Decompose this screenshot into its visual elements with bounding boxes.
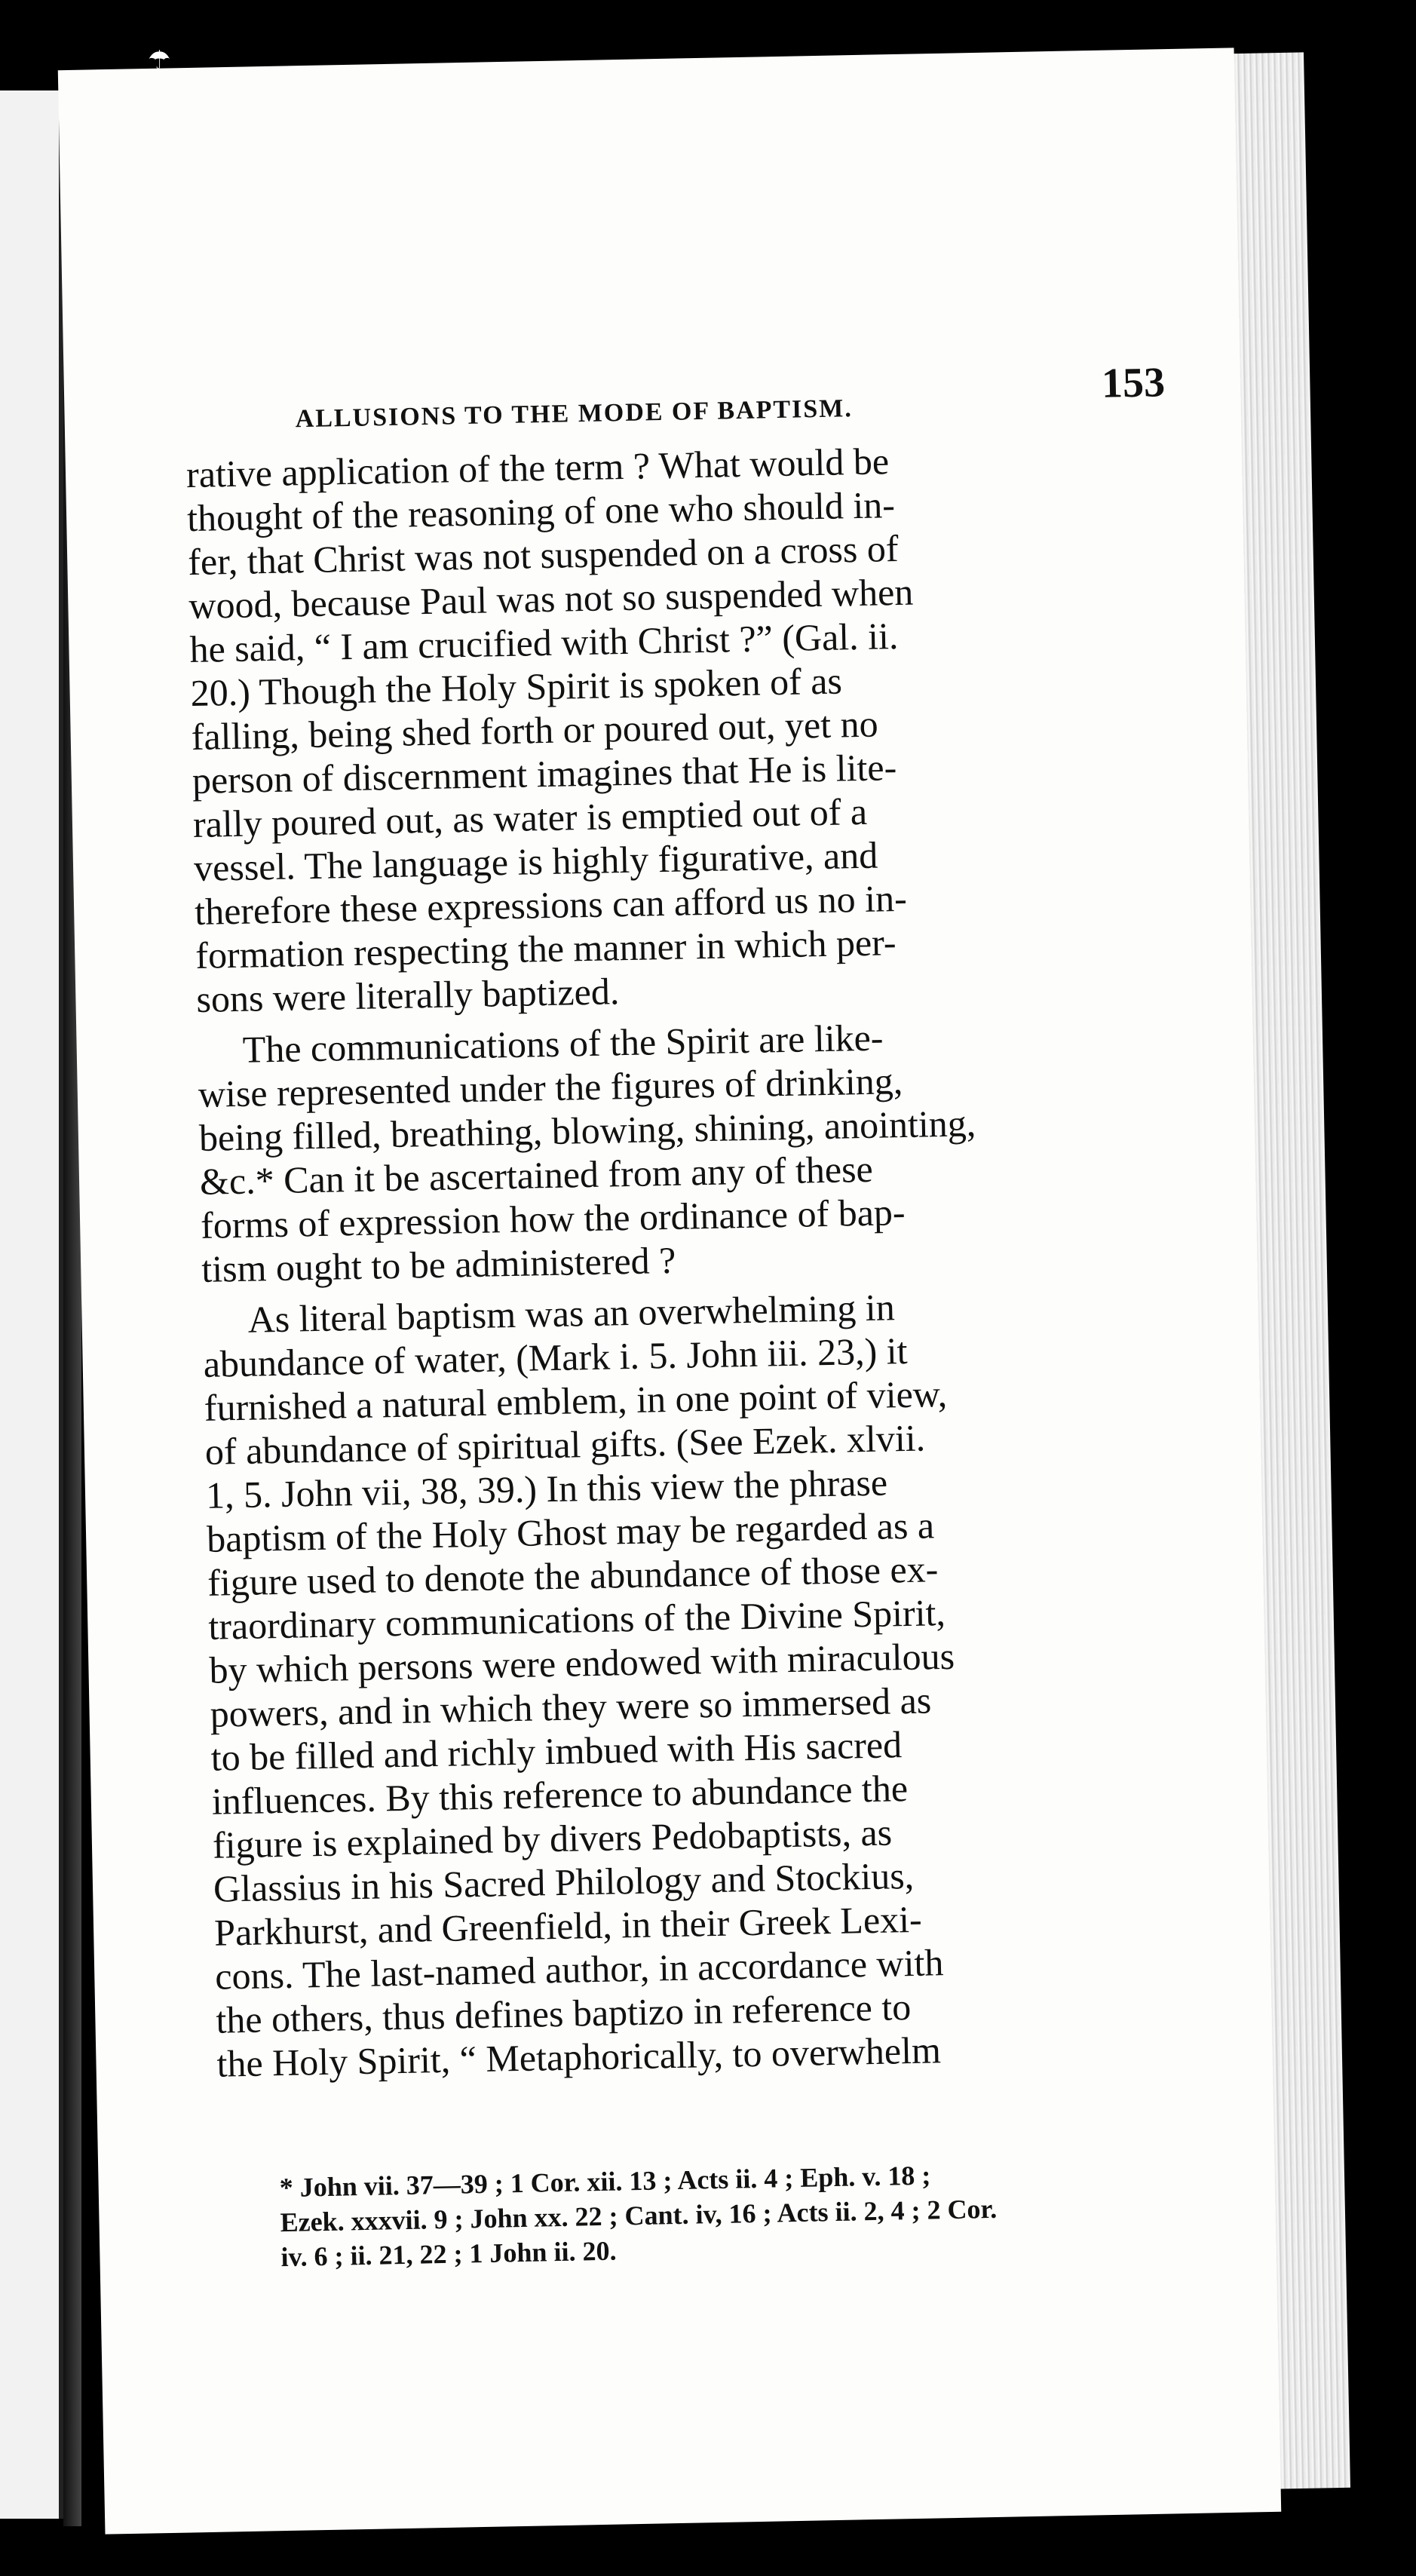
text-line: by which persons were endowed with miraculous (209, 1634, 955, 1691)
text-line: furnished a natural emblem, in one point of view, (204, 1372, 948, 1429)
text-line: therefore these expressions can afford us no in- (194, 876, 908, 933)
running-head: ALLUSIONS TO THE MODE OF BAPTISM. (295, 394, 854, 434)
text-line: wood, because Paul was not so suspended when (188, 570, 914, 627)
text-line: figure used to denote the abundance of those ex- (207, 1547, 939, 1604)
page-number: 153 (1101, 359, 1166, 407)
text-line: tism ought to be administered ? (201, 1238, 676, 1290)
footnote (279, 2153, 1185, 2274)
text-line: thought of the reasoning of one who should in- (186, 483, 896, 540)
text-line: fer, that Christ was not suspended on a cross of (187, 526, 899, 584)
paragraph-2 (197, 1010, 1151, 1291)
text-line: 1, 5. John vii, 38, 39.) In this view the phrase (205, 1461, 888, 1516)
corner-mark: ☂ (148, 45, 171, 75)
text-line: falling, being shed forth or poured out, yet no (191, 702, 879, 759)
text-line: wise represented under the figures of drinking, (198, 1060, 903, 1115)
page-header (210, 299, 1166, 434)
text-line: the others, thus defines baptizo in reference to (215, 1986, 912, 2041)
text-line: forms of expression how the ordinance of bap- (200, 1190, 906, 1247)
text-line: Glassius in his Sacred Philology and Stockius, (213, 1854, 915, 1910)
text-line: rative application of the term ? What would be (185, 440, 890, 496)
paragraph-3 (202, 1280, 1167, 2086)
text-line: &c.* Can it be ascertained from any of these (199, 1147, 874, 1203)
text-line: vessel. The language is highly figurative, and (193, 833, 878, 890)
book-page (58, 48, 1281, 2534)
text-line: person of discernment imagines that He is lite- (192, 746, 897, 802)
text-line: traordinary communications of the Divine Spirit, (207, 1591, 946, 1648)
body-text (186, 434, 1167, 2086)
footnote-line: iv. 6 ; ii. 21, 22 ; 1 John ii. 20. (280, 2235, 617, 2273)
footnote-line: Ezek. xxxvii. 9 ; John xx. 22 ; Cant. iv, 16 ; Acts ii. 2, 4 ; 2 Cor. (280, 2193, 998, 2238)
text-line: As literal baptism was an overwhelming in (247, 1286, 896, 1341)
text-line: baptism of the Holy Ghost may be regarded as a (206, 1504, 935, 1560)
text-line: of abundance of spiritual gifts. (See Ezek. xlvii. (204, 1416, 926, 1473)
text-line: 20.) Though the Holy Spirit is spoken of as (190, 659, 843, 715)
text-line: he said, “ I am crucified with Christ ?” (Gal. ii. (189, 615, 899, 671)
text-line: cons. The last-named author, in accordance with (214, 1941, 944, 1998)
text-line: rally poured out, as water is emptied out of a (192, 790, 868, 846)
footnote-line: * John vii. 37—39 ; 1 Cor. xii. 13 ; Acts ii. 4 ; Eph. v. 18 ; (279, 2160, 931, 2203)
paragraph-1 (186, 434, 1147, 1021)
text-line: Parkhurst, and Greenfield, in their Greek Lexi- (213, 1897, 923, 1954)
facing-page-edge (0, 90, 63, 2519)
text-line: formation respecting the manner in which per- (195, 921, 896, 977)
text-line: to be filled and richly imbued with His sacred (210, 1723, 903, 1779)
text-line: The communications of the Spirit are like- (242, 1016, 884, 1071)
text-line: being filled, breathing, blowing, shining, anointing, (198, 1102, 976, 1159)
text-line: powers, and in which they were so immersed as (210, 1679, 932, 1735)
text-line: influences. By this reference to abundance the (211, 1767, 909, 1823)
text-line: abundance of water, (Mark i. 5. John iii. 23,) it (203, 1329, 908, 1385)
text-line: figure is explained by divers Pedobaptists, as (212, 1811, 893, 1866)
text-line: sons were literally baptized. (195, 970, 620, 1020)
text-line: the Holy Spirit, “ Metaphorically, to overwhelm (216, 2029, 942, 2085)
